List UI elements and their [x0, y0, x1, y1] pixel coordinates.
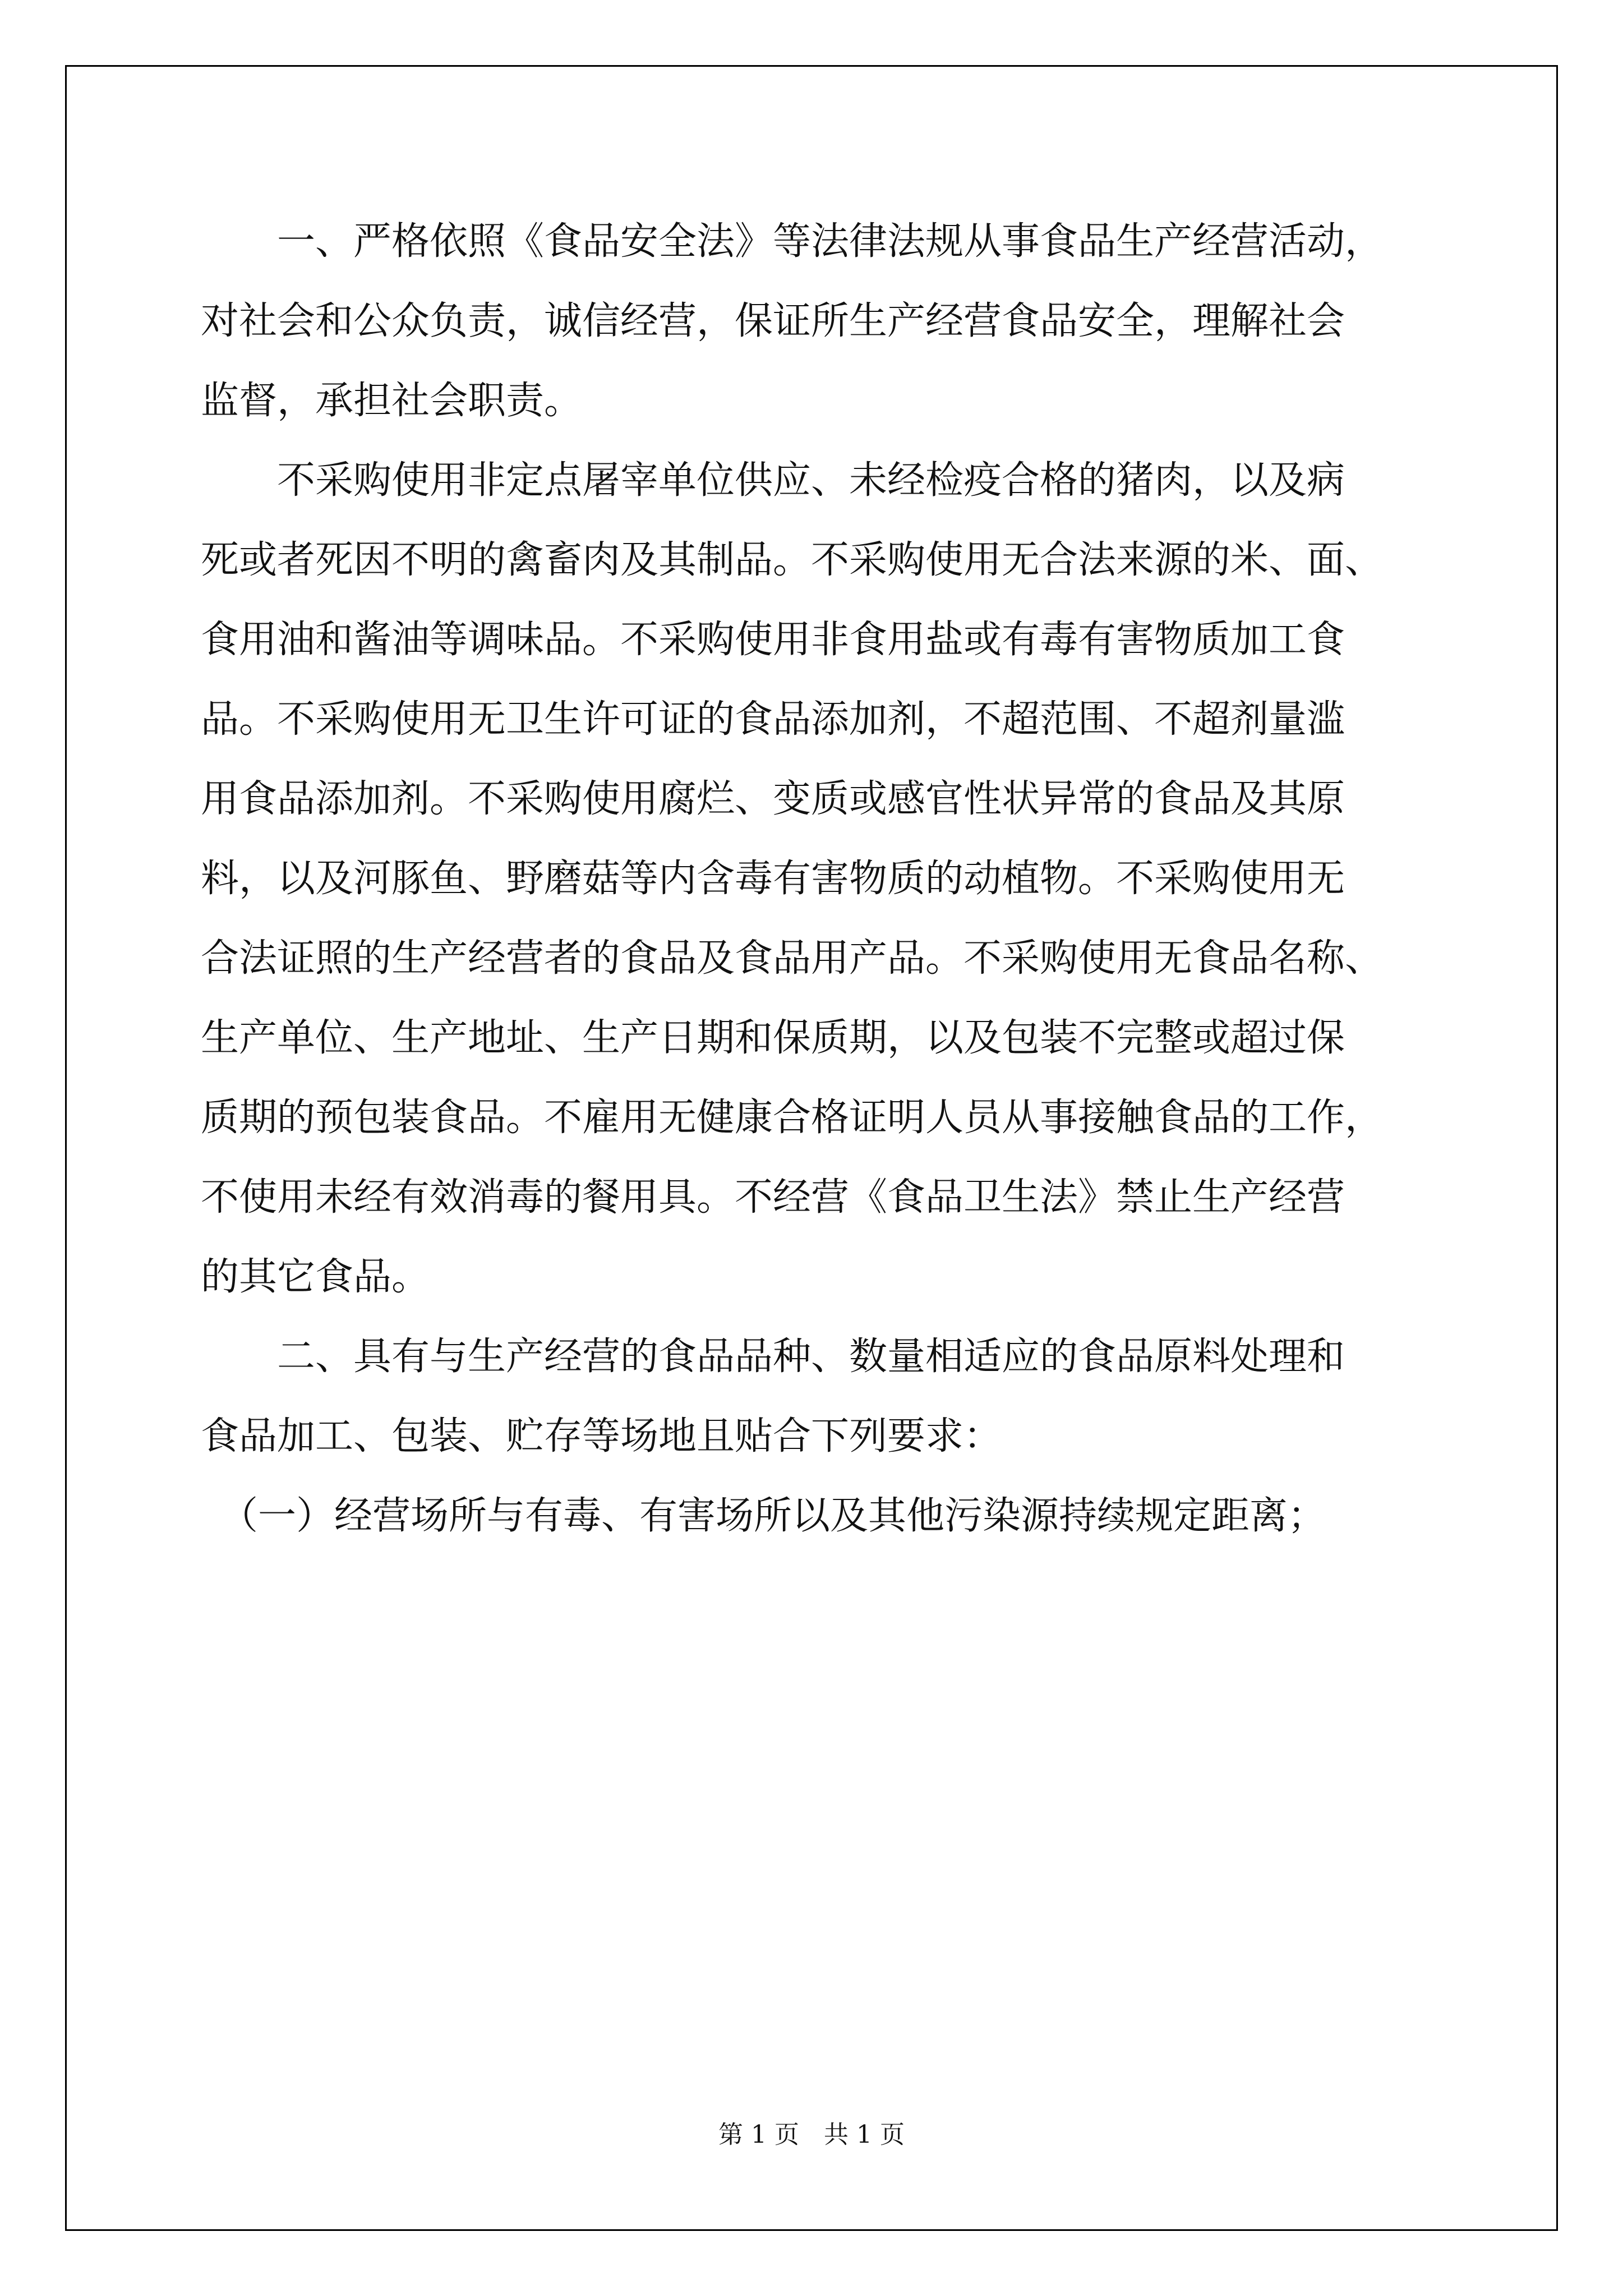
paragraph-2-line-1: 不采购使用非定点屠宰单位供应、未经检疫合格的猪肉，以及病 [201, 458, 1345, 503]
paragraph-2-line-8: 生产单位、生产地址、生产日期和保质期，以及包装不完整或超过保 [201, 1016, 1345, 1060]
paragraph-1-line-3: 监督，承担社会职责。 [201, 379, 583, 423]
paragraph-2-line-6: 料，以及河豚鱼、野磨菇等内含毒有害物质的动植物。不采购使用无 [201, 857, 1345, 901]
paragraph-4-line-1: （一）经营场所与有毒、有害场所以及其他污染源持续规定距离； [201, 1494, 1326, 1538]
document-body [201, 202, 1435, 1556]
page-footer: 第 1 页 共 1 页 [718, 2120, 905, 2149]
paragraph-1-line-2: 对社会和公众负责，诚信经营，保证所生产经营食品安全，理解社会 [201, 299, 1345, 343]
paragraph-2-line-10: 不使用未经有效消毒的餐用具。不经营《食品卫生法》禁止生产经营 [201, 1175, 1345, 1220]
paragraph-2-line-5: 用食品添加剂。不采购使用腐烂、变质或感官性状异常的食品及其原 [201, 777, 1345, 821]
paragraph-2-line-3: 食用油和酱油等调味品。不采购使用非食用盐或有毒有害物质加工食 [201, 618, 1345, 662]
paragraph-2-line-2: 死或者死因不明的禽畜肉及其制品。不采购使用无合法来源的米、面、 [201, 538, 1384, 582]
paragraph-2-line-11: 的其它食品。 [201, 1255, 430, 1299]
paragraph-3-line-2: 食品加工、包装、贮存等场地且贴合下列要求： [201, 1414, 1002, 1458]
paragraph-3-line-1: 二、具有与生产经营的食品品种、数量相适应的食品原料处理和 [201, 1335, 1345, 1379]
paragraph-2-line-4: 品。不采购使用无卫生许可证的食品添加剂，不超范围、不超剂量滥 [201, 697, 1345, 742]
paragraph-2-line-9: 质期的预包装食品。不雇用无健康合格证明人员从事接触食品的工作， [201, 1096, 1384, 1140]
paragraph-2-line-7: 合法证照的生产经营者的食品及食品用产品。不采购使用无食品名称、 [201, 936, 1384, 981]
paragraph-1-line-1: 一、严格依照《食品安全法》等法律法规从事食品生产经营活动， [201, 219, 1384, 264]
